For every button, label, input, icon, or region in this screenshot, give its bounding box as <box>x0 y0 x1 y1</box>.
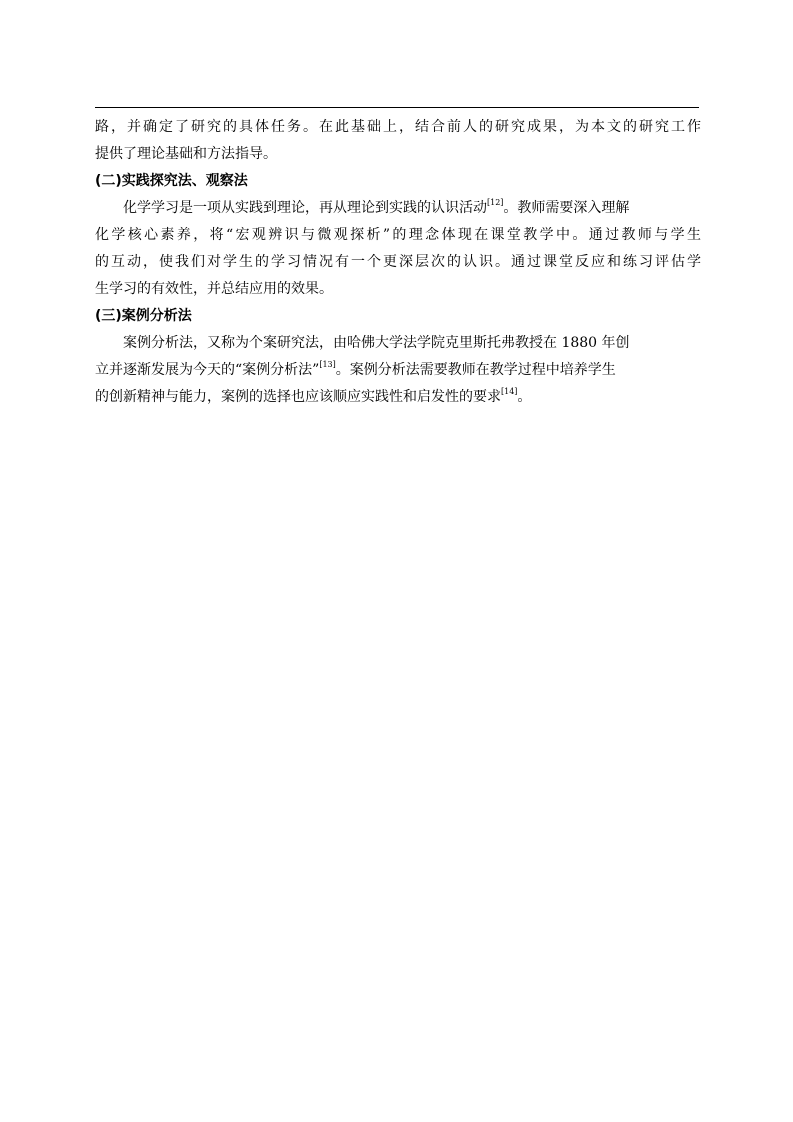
text-fragment: 的创新精神与能力，案例的选择也应该顺应实践性和启发性的要求 <box>95 389 501 405</box>
citation-ref: [13] <box>319 360 336 369</box>
citation-ref: [14] <box>501 387 518 396</box>
section-heading-practice-observation: (二)实践探究法、观察法 <box>95 173 248 189</box>
paragraph-line: 路，并确定了研究的具体任务。在此基础上，结合前人的研究成果，为本文的研究工作 <box>95 119 701 135</box>
paragraph-line: 生学习的有效性，并总结应用的效果。 <box>95 281 333 297</box>
text-fragment: 。教师需要深入理解 <box>503 200 630 216</box>
text-fragment: 化学学习是一项从实践到理论，再从理论到实践的认识活动 <box>123 200 487 216</box>
section-heading-case-analysis: (三)案例分析法 <box>95 308 192 324</box>
paragraph-line <box>95 357 701 384</box>
body-text <box>95 114 701 411</box>
paragraph-line: 案例分析法，又称为个案研究法，由哈佛大学法学院克里斯托弗教授在 1880 年创 <box>123 335 630 351</box>
paragraph-line <box>95 384 701 411</box>
paragraph-line: 提供了理论基础和方法指导。 <box>95 146 277 162</box>
paragraph-line: 化学核心素养，将“宏观辨识与微观探析”的理念体现在课堂教学中。通过教师与学生 <box>95 227 701 243</box>
paragraph-line <box>95 195 701 222</box>
paragraph-line: 的互动，使我们对学生的学习情况有一个更深层次的认识。通过课堂反应和练习评估学 <box>95 254 701 270</box>
citation-ref: [12] <box>487 198 504 207</box>
header-rule <box>95 107 699 108</box>
text-fragment: 。 <box>517 389 532 405</box>
text-fragment: 立并逐渐发展为今天的“案例分析法” <box>95 362 320 378</box>
text-fragment: 。案例分析法需要教师在教学过程中培养学生 <box>335 362 616 378</box>
